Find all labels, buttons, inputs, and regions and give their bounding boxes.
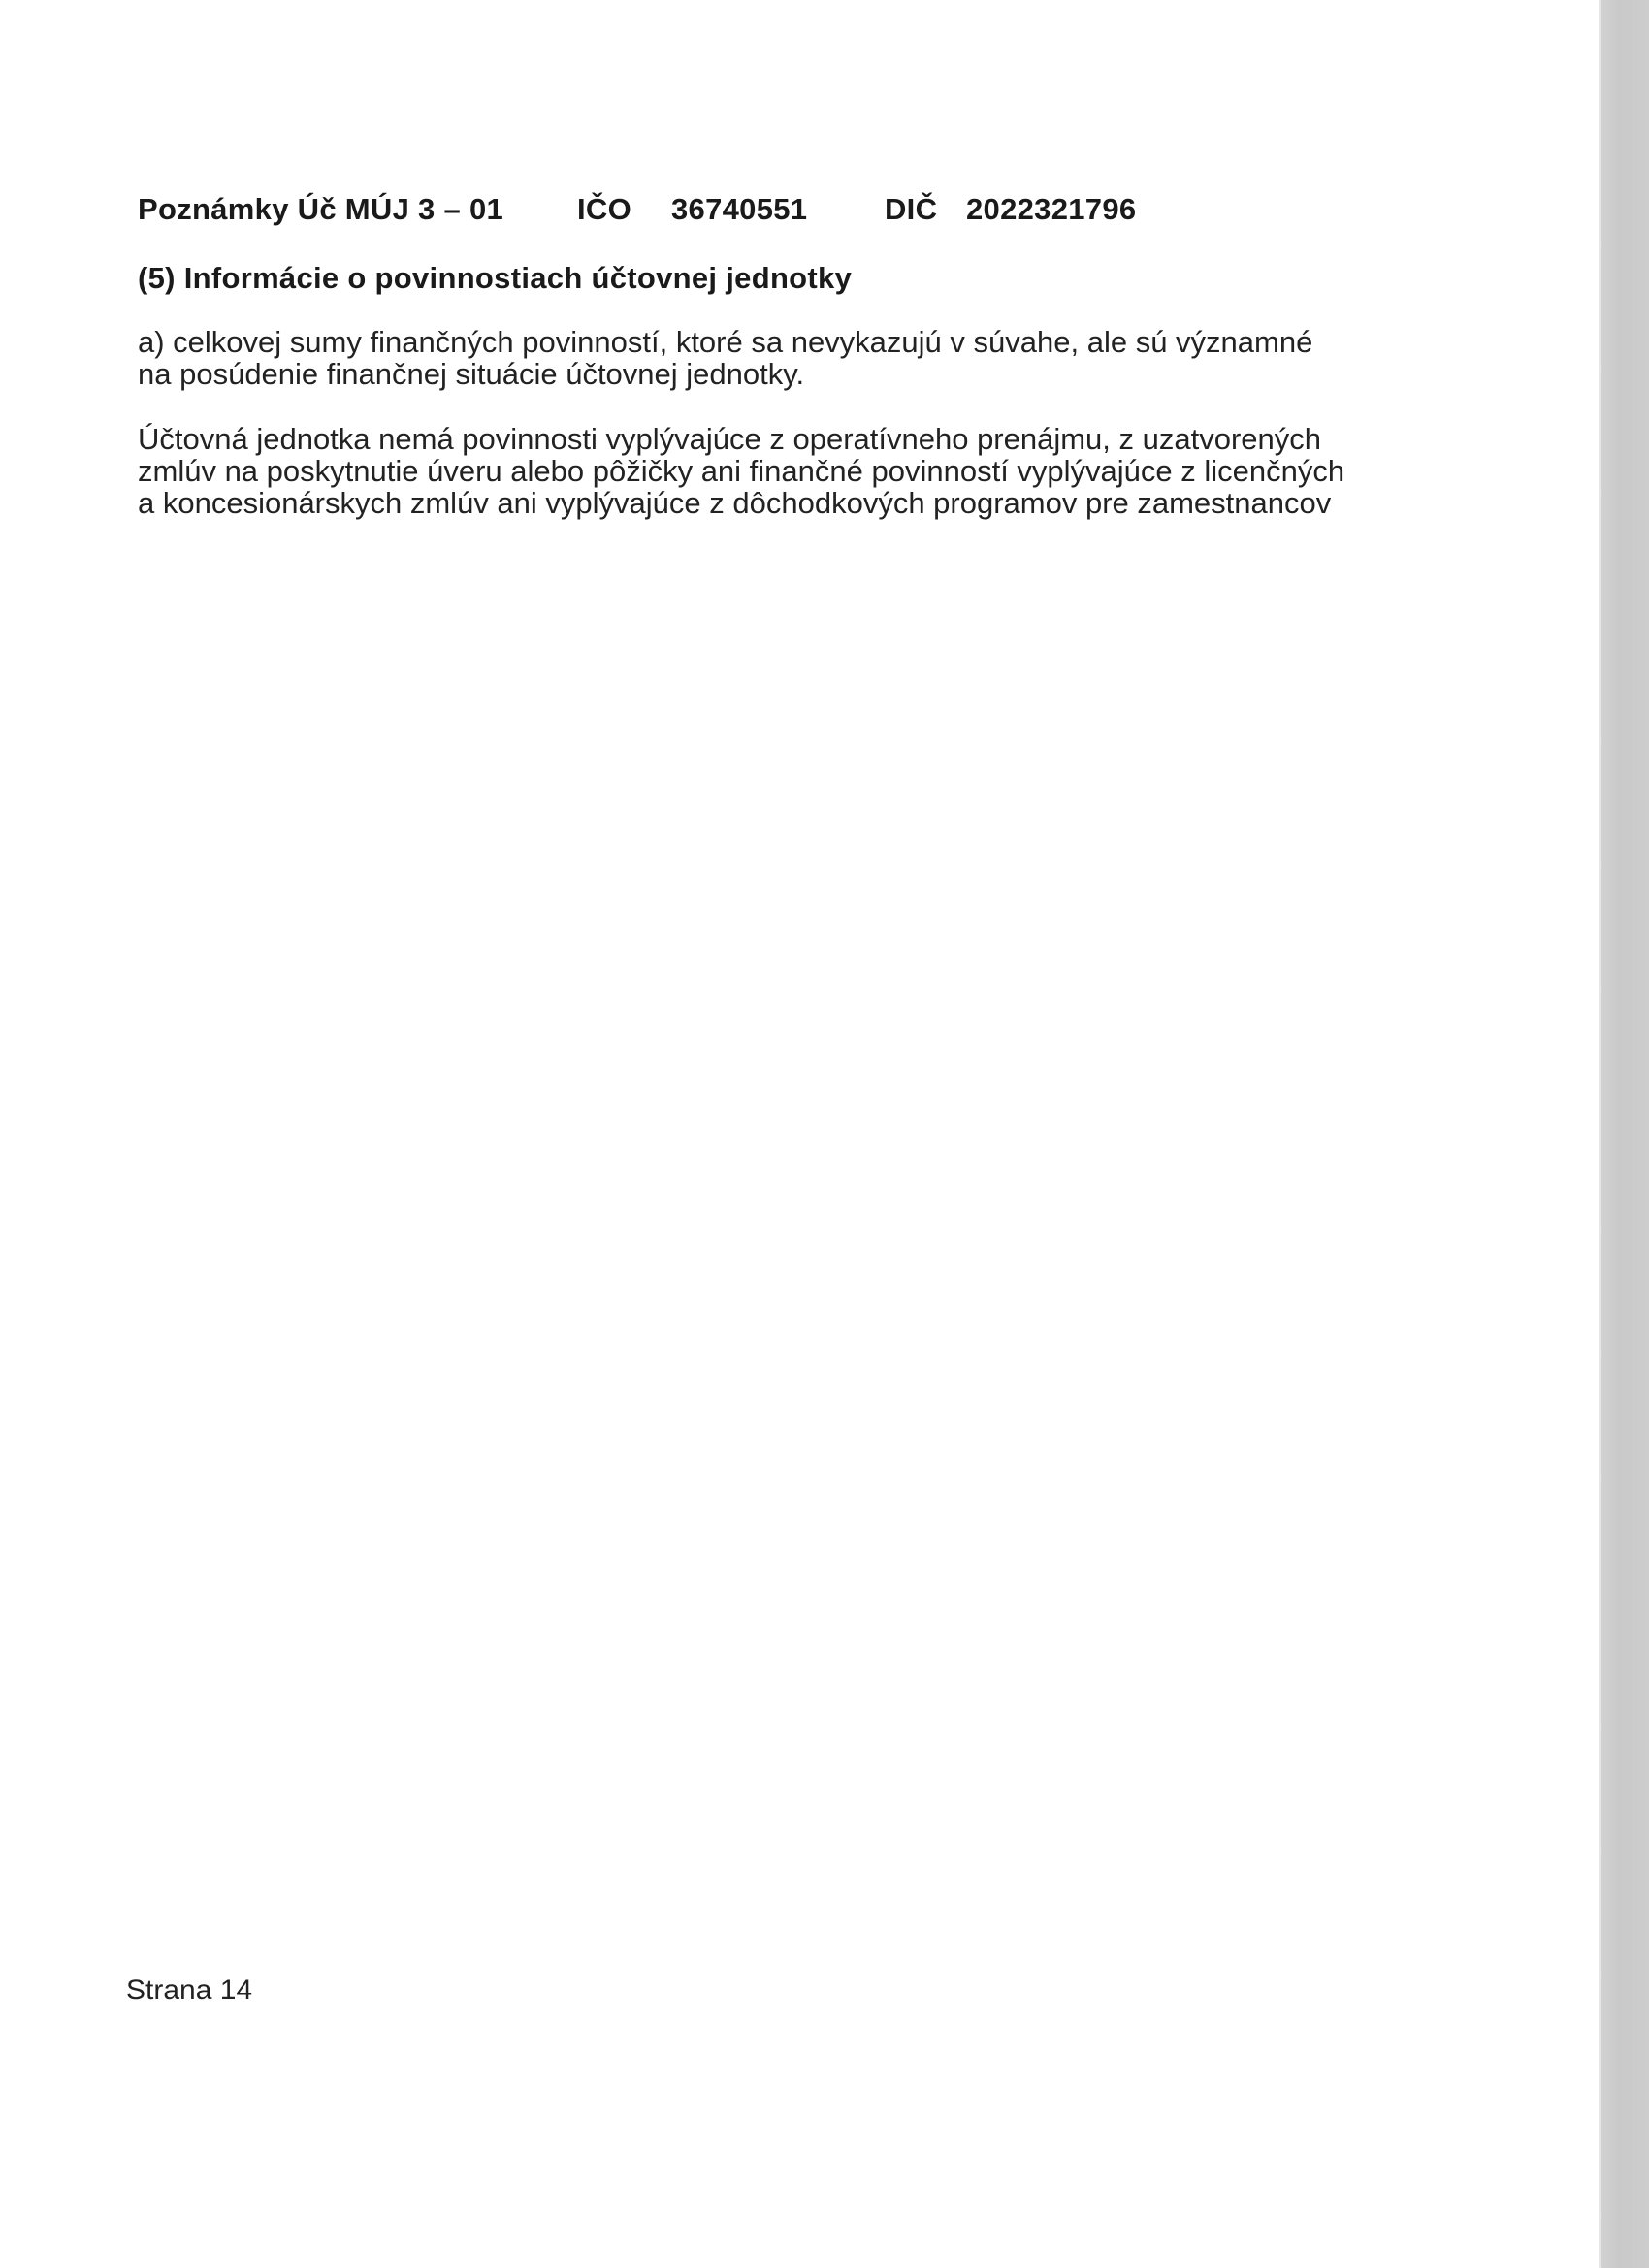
dic-label: DIČ xyxy=(885,192,938,226)
ico-value: 36740551 xyxy=(671,192,808,226)
paragraph-a-line: na posúdenie finančnej situácie účtovnej jednotky. xyxy=(138,357,805,391)
scan-edge-shadow xyxy=(1600,0,1649,2268)
paragraph-b-line: zmlúv na poskytnutie úveru alebo pôžičky ani finančné povinností vyplývajúce z licenčných xyxy=(138,454,1345,488)
paragraph-b-line: Účtovná jednotka nemá povinnosti vyplývajúce z operatívneho prenájmu, z uzatvorených xyxy=(138,422,1322,456)
page-number: Strana 14 xyxy=(126,1974,253,2006)
dic-value: 2022321796 xyxy=(966,192,1137,226)
paragraph-a xyxy=(138,326,1312,390)
ico-label: IČO xyxy=(577,192,632,226)
section-title: (5) Informácie o povinnostiach účtovnej jednotky xyxy=(138,261,853,295)
header-title: Poznámky Úč MÚJ 3 – 01 xyxy=(138,192,504,226)
paragraph-b xyxy=(138,423,1344,519)
document-header xyxy=(138,192,1205,235)
paragraph-b-line: a koncesionárskych zmlúv ani vyplývajúce z dôchodkových programov pre zamestnancov xyxy=(138,486,1332,520)
paragraph-a-line: a) celkovej sumy finančných povinností, ktoré sa nevykazujú v súvahe, ale sú významné xyxy=(138,325,1313,359)
